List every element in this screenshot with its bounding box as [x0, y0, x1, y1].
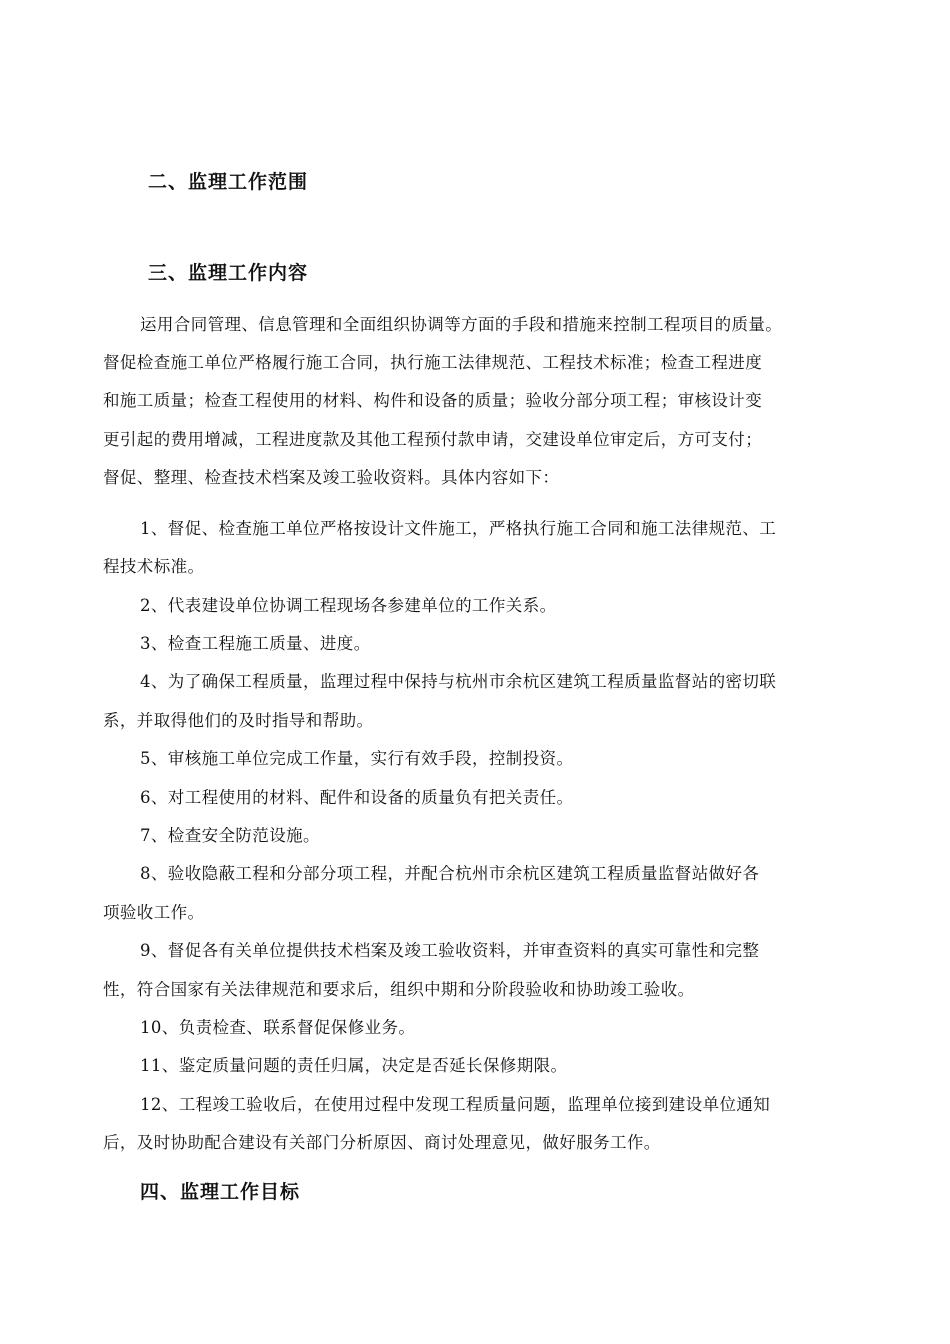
- list-item: 9、督促各有关单位提供技术档案及竣工验收资料，并审查资料的真实可靠性和完整: [140, 941, 760, 960]
- section-heading-content: 三、监理工作内容: [148, 262, 309, 284]
- list-item: 11、鉴定质量问题的责任归属，决定是否延长保修期限。: [140, 1056, 568, 1075]
- list-item: 项验收工作。: [103, 903, 205, 922]
- list-item: 后，及时协助配合建设有关部门分析原因、商讨处理意见，做好服务工作。: [103, 1133, 661, 1152]
- list-item: 6、对工程使用的材料、配件和设备的质量负有把关责任。: [140, 788, 574, 807]
- list-item: 程技术标准。: [103, 557, 205, 576]
- list-item: 系，并取得他们的及时指导和帮助。: [103, 711, 374, 730]
- list-item: 7、检查安全防范设施。: [140, 826, 320, 845]
- intro-line: 督促、整理、检查技术档案及竣工验收资料。具体内容如下：: [103, 468, 560, 487]
- list-item: 3、检查工程施工质量、进度。: [140, 634, 371, 653]
- list-item: 2、代表建设单位协调工程现场各参建单位的工作关系。: [140, 596, 557, 615]
- section-heading-goals: 四、监理工作目标: [140, 1181, 301, 1203]
- list-item: 12、工程竣工验收后，在使用过程中发现工程质量问题，监理单位接到建设单位通知: [140, 1095, 771, 1114]
- intro-line: 和施工质量；检查工程使用的材料、构件和设备的质量；验收分部分项工程；审核设计变: [103, 391, 763, 410]
- list-item: 1、督促、检查施工单位严格按设计文件施工，严格执行施工合同和施工法律规范、工: [140, 519, 777, 538]
- intro-line: 更引起的费用增减，工程进度款及其他工程预付款申请，交建设单位审定后，方可支付；: [103, 430, 763, 449]
- list-item: 5、审核施工单位完成工作量，实行有效手段，控制投资。: [140, 749, 574, 768]
- section-heading-scope: 二、监理工作范围: [148, 171, 309, 193]
- list-item: 10、负责检查、联系督促保修业务。: [140, 1018, 416, 1037]
- list-item: 8、验收隐蔽工程和分部分项工程，并配合杭州市余杭区建筑工程质量监督站做好各: [140, 864, 760, 883]
- list-item: 性，符合国家有关法律规范和要求后，组织中期和分阶段验收和协助竣工验收。: [103, 980, 695, 999]
- list-item: 4、为了确保工程质量，监理过程中保持与杭州市余杭区建筑工程质量监督站的密切联: [140, 672, 777, 691]
- intro-line: 运用合同管理、信息管理和全面组织协调等方面的手段和措施来控制工程项目的质量。: [140, 315, 783, 334]
- intro-line: 督促检查施工单位严格履行施工合同，执行施工法律规范、工程技术标准；检查工程进度: [103, 353, 763, 372]
